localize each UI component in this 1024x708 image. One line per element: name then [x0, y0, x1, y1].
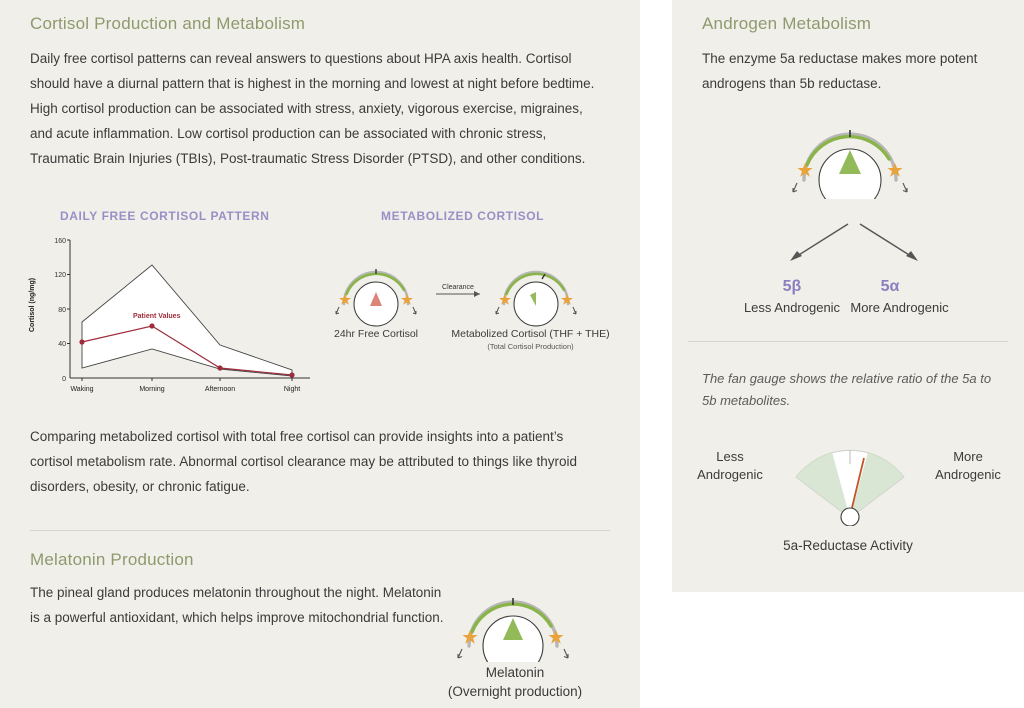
branch-left-value: 5β	[782, 278, 802, 295]
metabolized-cortisol-title: METABOLIZED CORTISOL	[381, 209, 545, 223]
fan-right-label-line1: More	[953, 449, 983, 464]
branch-right-desc: More Androgenic	[850, 300, 949, 315]
androgen-ring-gauge	[790, 104, 914, 199]
cortisol-section	[30, 14, 610, 171]
svg-text:Afternoon: Afternoon	[204, 386, 236, 393]
daily-free-cortisol-chart	[20, 232, 320, 402]
daily-cortisol-chart-title: DAILY FREE CORTISOL PATTERN	[60, 209, 270, 223]
branch-right-value: 5α	[880, 278, 900, 295]
fan-left-label-line1: Less	[716, 449, 744, 464]
svg-text:120: 120	[54, 272, 66, 279]
fan-right-label-line2: Androgenic	[935, 467, 1001, 482]
fan-gauge-note: The fan gauge shows the relative ratio of the 5a to 5b metabolites.	[702, 371, 992, 408]
melatonin-gauge-caption-line1: Melatonin	[485, 665, 545, 680]
clearance-arrow-icon	[436, 284, 480, 297]
svg-text:Night: Night	[283, 386, 301, 393]
svg-text:Cortisol (ng/mg): Cortisol (ng/mg)	[29, 277, 36, 332]
melatonin-paragraph: The pineal gland produces melatonin throughout the night. Melatonin is a powerful antioxidant, which helps improve mitochondrial function.	[30, 585, 444, 625]
svg-text:0: 0	[62, 376, 66, 383]
section-divider	[30, 530, 610, 531]
fan-left-label-line2: Androgenic	[697, 467, 763, 482]
androgen-section	[702, 14, 1002, 96]
metabolized-cortisol-caption: Metabolized Cortisol (THF + THE)	[451, 328, 610, 340]
metabolized-cortisol-subcaption: (Total Cortisol Production)	[487, 342, 574, 351]
metabolized-cortisol-ring	[496, 272, 576, 326]
branch-arrows	[764, 222, 944, 268]
svg-text:160: 160	[54, 238, 66, 245]
svg-text:Patient Values: Patient Values	[133, 313, 181, 320]
arrow-icon	[794, 224, 914, 258]
svg-text:Waking: Waking	[70, 386, 94, 393]
cortisol-section-title: Cortisol Production and Metabolism	[30, 14, 306, 33]
svg-text:80: 80	[58, 307, 66, 314]
cortisol-gauge-pair	[330, 248, 615, 328]
melatonin-gauge-caption-line2: (Overnight production)	[447, 684, 583, 699]
fan-gauge-caption: 5a-Reductase Activity	[783, 538, 913, 553]
svg-text:Clearance: Clearance	[442, 284, 474, 291]
melatonin-section	[30, 550, 470, 630]
cortisol-paragraph-2: Comparing metabolized cortisol with total free cortisol can provide insights into a patient’s cortisol metabolism rate. Abnormal cortisol clearance may be attributed to things like thyroid disorders, obesity, or chronic fatigue.	[30, 429, 578, 494]
fan-gauge	[788, 428, 912, 526]
androgen-paragraph: The enzyme 5a reductase makes more potent androgens than 5b reductase.	[702, 51, 978, 91]
free-cortisol-caption: 24hr Free Cortisol	[333, 328, 419, 340]
right-panel	[672, 0, 1024, 592]
branch-left-desc: Less Androgenic	[743, 300, 841, 315]
androgen-section-title: Androgen Metabolism	[702, 14, 872, 33]
cortisol-paragraph-1: Daily free cortisol patterns can reveal answers to questions about HPA axis health. Cortisol should have a diurnal pattern that is highest in the morning and lowest at night before bedtime. High cortisol production can be associated with stress, anxiety, vigorous exercise, migraines, and acute inflammation. Low cortisol production can be associated with chronic stress, Traumatic Brain Injuries (TBIs), Post-traumatic Stress Disorder (PTSD), and other conditions.	[30, 51, 595, 166]
melatonin-gauge	[455, 572, 575, 662]
melatonin-section-title: Melatonin Production	[30, 550, 194, 569]
svg-text:Morning: Morning	[139, 386, 165, 393]
androgen-divider	[688, 341, 1008, 342]
free-cortisol-ring	[336, 269, 416, 326]
svg-text:40: 40	[58, 341, 66, 348]
